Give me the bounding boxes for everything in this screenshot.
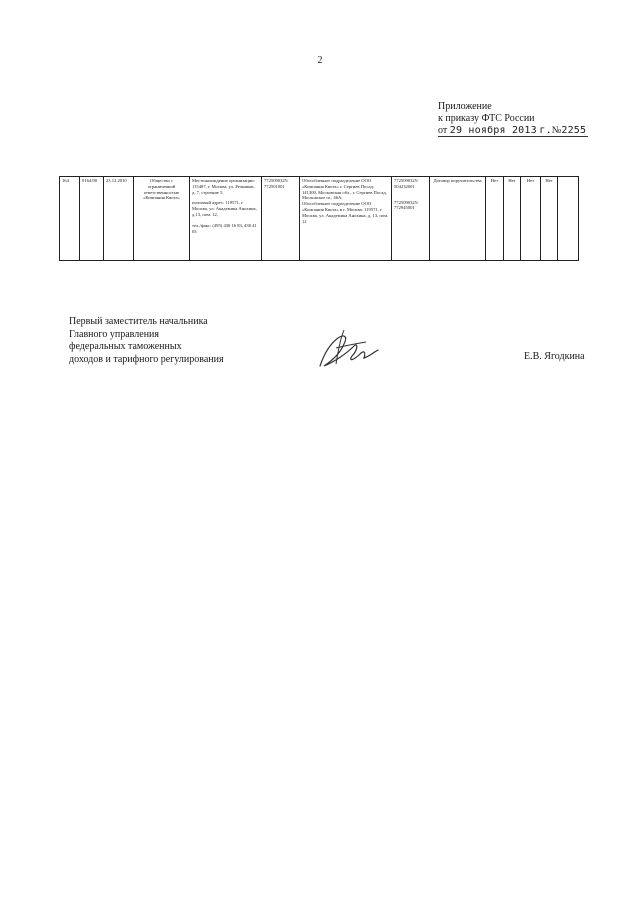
page-number: 2 — [317, 55, 323, 66]
cell-col-c: Нет — [521, 177, 541, 261]
registry-table — [59, 176, 579, 261]
annex-date-suffix: г. — [539, 125, 552, 136]
cell-branches — [300, 177, 392, 261]
handwritten-signature — [314, 326, 384, 374]
branch-1: Обособленное подразделение ООО «Компания Квота» г. Сергиев Посад: 141300, Московская обл., г. Сергиев Посад, Московское ш., 46А, — [302, 178, 387, 201]
cell-col-b: Нет — [504, 177, 521, 261]
annex-date-value: 29 ноября 2013 — [449, 125, 537, 136]
branch-inn-2: 7725090325/ 772945001 — [394, 199, 419, 211]
cell-num: 164 — [60, 177, 80, 261]
cell-inn-kpp: 7725090325/ 772501001 — [262, 177, 300, 261]
cell-col-d: Нет — [541, 177, 558, 261]
signatory-line-2: Главного управления — [69, 328, 159, 340]
signatory-line-4: доходов и тарифного регулирования — [69, 353, 224, 365]
cell-branch-inn — [392, 177, 430, 261]
signatory-line-3: федеральных таможенных — [69, 341, 182, 352]
cell-contract: Договор поручительства — [430, 177, 486, 261]
annex-number-sign: № — [551, 125, 562, 136]
cell-org-name: Общество с ограниченной ответственностью «Компания Квота» — [134, 177, 190, 261]
annex-number-value: 2255 — [561, 125, 587, 136]
cell-col-a: Нет — [486, 177, 504, 261]
annex-header — [438, 101, 586, 137]
signer-name: Е.В. Ягодкина — [524, 351, 585, 362]
signatory-line-1: Первый заместитель начальника — [69, 316, 208, 327]
annex-underline — [438, 136, 588, 137]
table-row — [60, 177, 579, 261]
annex-title: Приложение — [438, 101, 492, 112]
address-postal: почтовый адрес: 119571, г. Москва, ул. Академика Анохина, д.13, пом. 12, — [192, 200, 257, 217]
cell-date: 23.12.2010 — [104, 177, 134, 261]
signatory-title — [69, 316, 224, 366]
branch-inn-1: 7725090325/ 504232001 — [394, 178, 419, 189]
address-phone: тел./факс: (495) 430 16 83, 430 41 03 — [192, 222, 257, 234]
cell-address — [190, 177, 262, 261]
cell-code: 0164/00 — [80, 177, 104, 261]
annex-order-ref: к приказу ФТС России — [438, 113, 535, 124]
annex-date-prefix: от — [438, 125, 448, 136]
cell-col-e — [558, 177, 579, 261]
branch-2: Обособленное подразделение ООО «Компания Квота» в г. Москва: 119571, г. Москва, ул. Академика Анохина, д. 13, пом. 12 — [302, 201, 389, 224]
address-legal: Местонахождение организации: 115487, г. Москва, ул. Речников, д. 7, строение 5, — [192, 178, 255, 195]
